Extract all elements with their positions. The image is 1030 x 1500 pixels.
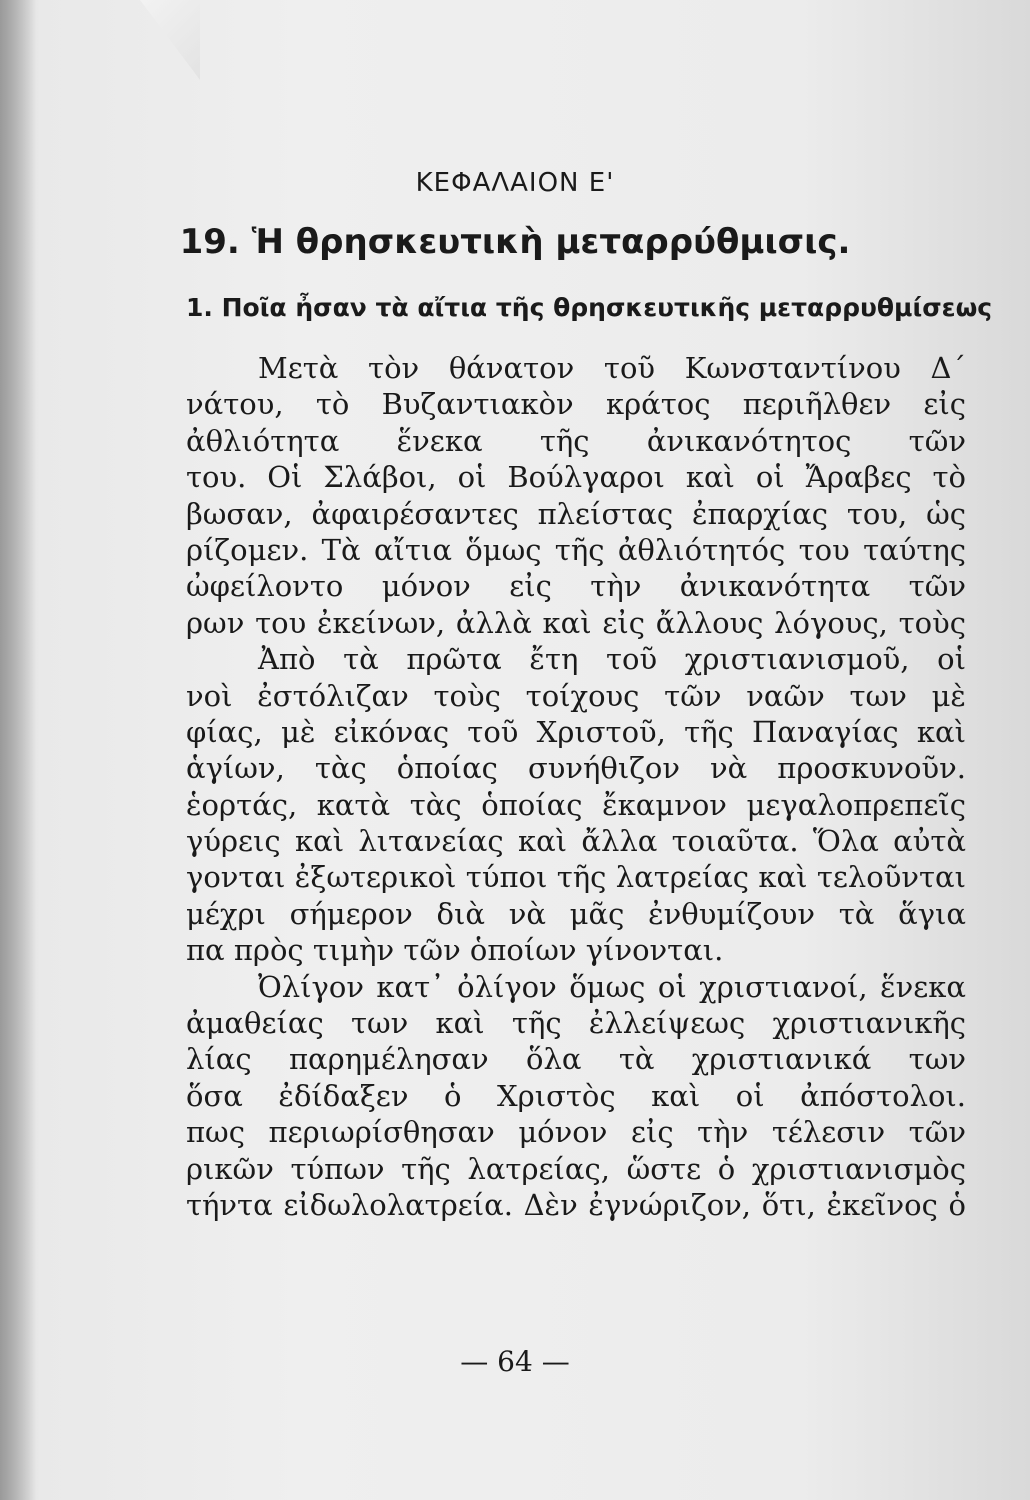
text-line: γύρεις καὶ λιτανείας καὶ ἄλλα τοιαῦτα. Ὅλα αὐτὰ — [186, 824, 966, 859]
text-line: πως περιωρίσθησαν μόνον εἰς τὴν τέλεσιν τῶν — [186, 1115, 966, 1150]
text-line: ρων του ἐκείνων, ἀλλὰ καὶ εἰς ἄλλους λόγους, τοὺς — [186, 605, 966, 640]
text-line: λίας παρημέλησαν ὅλα τὰ χριστιανικά των — [186, 1042, 966, 1077]
text-line: φίας, μὲ εἰκόνας τοῦ Χριστοῦ, τῆς Παναγίας καὶ — [186, 714, 966, 749]
text-line: μέχρι σήμερον διὰ νὰ μᾶς ἐνθυμίζουν τὰ ἅγια — [186, 896, 966, 931]
text-line: ὠφείλοντο μόνον εἰς τὴν ἀνικανότητα τῶν — [186, 569, 966, 604]
text-line: πα πρὸς τιμὴν τῶν ὁποίων γίνονται. — [186, 933, 724, 968]
question-heading: 1. Ποῖα ἦσαν τὰ αἴτια τῆς θρησκευτικῆς μεταρρυθμίσεως — [186, 293, 993, 322]
text-line: νοὶ ἐστόλιζαν τοὺς τοίχους τῶν ναῶν των μὲ — [186, 678, 966, 713]
text-line: βωσαν, ἀφαιρέσαντες πλείστας ἐπαρχίας του, ὡς — [186, 496, 966, 531]
text-line: ἀμαθείας των καὶ τῆς ἐλλείψεως χριστιανικῆς — [186, 1006, 966, 1041]
body-text — [186, 350, 966, 1223]
text-line: Μετὰ τὸν θάνατον τοῦ Κωνσταντίνου Δ΄ — [258, 351, 966, 385]
text-line: ὅσα ἐδίδαξεν ὁ Χριστὸς καὶ οἱ ἀπόστολοι. — [186, 1078, 966, 1113]
text-line: Ἀπὸ τὰ πρῶτα ἔτη τοῦ χριστιανισμοῦ, οἱ — [258, 642, 966, 677]
page-number: — 64 — — [460, 1345, 570, 1378]
text-line: τήντα εἰδωλολατρεία. Δὲν ἐγνώριζον, ὅτι, ἐκεῖνος ὁ — [186, 1188, 966, 1222]
chapter-heading: ΚΕΦΑΛΑΙΟΝ Ε' — [415, 168, 615, 198]
text-line: ἑορτάς, κατὰ τὰς ὁποίας ἔκαμνον μεγαλοπρεπεῖς — [186, 787, 966, 822]
text-line: ἁγίων, τὰς ὁποίας συνήθιζον νὰ προσκυνοῦν. — [186, 751, 966, 786]
section-title: 19. Ἡ θρησκευτικὴ μεταρρύθμισις. — [179, 222, 851, 262]
text-line: ρικῶν τύπων τῆς λατρείας, ὥστε ὁ χριστιανισμὸς — [186, 1151, 966, 1186]
text-line: του. Οἱ Σλάβοι, οἱ Βούλγαροι καὶ οἱ Ἄραβες τὸ — [186, 460, 966, 495]
text-line: νάτου, τὸ Βυζαντιακὸν κράτος περιῆλθεν εἰς — [186, 387, 966, 422]
text-line: Ὀλίγον κατ᾽ ὀλίγον ὅμως οἱ χριστιανοί, ἕνεκα — [258, 969, 966, 1004]
text-line: ἀθλιότητα ἕνεκα τῆς ἀνικανότητος τῶν — [186, 423, 966, 458]
folded-corner — [140, 0, 200, 80]
text-line: ρίζομεν. Τὰ αἴτια ὅμως τῆς ἀθλιότητός του ταύτης — [186, 532, 966, 567]
text-line: γονται ἐξωτερικοὶ τύποι τῆς λατρείας καὶ τελοῦνται — [186, 860, 966, 895]
